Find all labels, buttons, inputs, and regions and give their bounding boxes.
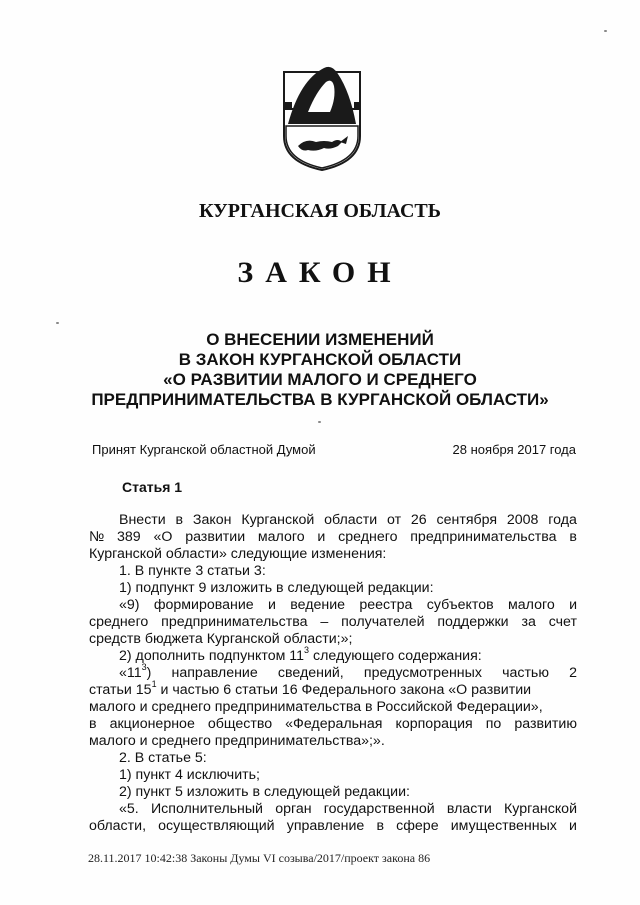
word: Курганской (241, 512, 315, 528)
word: 26 (410, 512, 427, 528)
subject-line: ПРЕДПРИНИМАТЕЛЬСТВА В КУРГАНСКОЙ ОБЛАСТИ» (91, 390, 549, 409)
word: года (548, 512, 577, 528)
word: предпринимательства (161, 614, 308, 630)
text-line (89, 818, 577, 835)
word: области, (89, 818, 147, 834)
word: и (317, 529, 326, 545)
word: по (485, 716, 502, 732)
text-fragment: статьи 15 (89, 682, 152, 698)
word: «5. (119, 801, 139, 817)
word: и (569, 818, 577, 834)
text-line: 1) подпункт 9 изложить в следующей редакции: (119, 580, 434, 596)
word: № (89, 529, 105, 545)
word: акционерное (109, 716, 195, 732)
word: сфере (396, 818, 439, 834)
kurgan-coat-of-arms-icon (280, 62, 362, 172)
text-fragment: 2) дополнить подпунктом 11 (119, 648, 305, 664)
scan-speck (318, 421, 321, 423)
word: малого (508, 597, 555, 613)
word: развитии (185, 529, 246, 545)
word: субъектов (426, 597, 494, 613)
word: от (387, 512, 402, 528)
word: реестра (359, 597, 413, 613)
superscript: 3 (304, 645, 310, 656)
document-type-title: ЗАКОН (237, 256, 403, 289)
text-line: 1. В пункте 3 статьи 3: (119, 563, 266, 579)
adoption-date: 28 ноября 2017 года (452, 442, 576, 457)
word: области (324, 512, 378, 528)
text-line: средств бюджета Курганской области;»; (89, 631, 353, 647)
document-footer: 28.11.2017 10:42:38 Законы Думы VI созыва/2017/проект закона 86 (88, 851, 431, 865)
text-line (89, 597, 577, 614)
word: счет (548, 614, 577, 630)
text-fragment: ) (146, 665, 152, 681)
subject-line: В ЗАКОН КУРГАНСКОЙ ОБЛАСТИ (178, 350, 462, 369)
text-line (89, 716, 577, 733)
superscript: 3 (141, 662, 147, 673)
text-line: 1) пункт 4 исключить; (119, 767, 260, 783)
article-body (89, 512, 577, 835)
text-fragment: направление (171, 665, 258, 681)
text-line (89, 614, 577, 631)
word: и (569, 597, 577, 613)
word: «9) (119, 597, 140, 613)
text-fragment: частью (502, 665, 549, 681)
text-line: малого и среднего предпринимательства»;». (89, 733, 385, 749)
scan-speck (56, 322, 59, 324)
text-fragment: и частью 6 статьи 16 Федерального закона «О развитии (156, 682, 532, 698)
word: получателей (341, 614, 425, 630)
text-fragment: следующего содержания: (309, 648, 482, 664)
text-fragment (119, 662, 152, 682)
text-line (89, 679, 577, 699)
word: среднего (89, 614, 149, 630)
article-heading: Статья 1 (122, 479, 183, 495)
word: – (320, 614, 329, 630)
word: в (175, 512, 184, 528)
text-fragment: «11 (119, 665, 142, 681)
word: «О (153, 529, 173, 545)
text-line (89, 662, 577, 682)
word: «Федеральная (285, 716, 383, 732)
word: управление (286, 818, 365, 834)
superscript: 1 (151, 679, 157, 690)
text-fragment: предусмотренных (363, 665, 482, 681)
subject-line: О ВНЕСЕНИИ ИЗМЕНЕНИЙ (206, 330, 434, 349)
word: в (376, 818, 384, 834)
word: Внести (119, 512, 166, 528)
word: малого (257, 529, 305, 545)
text-line (89, 529, 577, 546)
word: сентября (436, 512, 498, 528)
word: в (89, 716, 97, 732)
word: предпринимательства (410, 529, 557, 545)
text-line: малого и среднего предпринимательства в Российской Федерации», (89, 699, 543, 715)
scan-speck (604, 30, 607, 32)
word: Исполнительный (150, 801, 263, 817)
text-fragment: сведений, (277, 665, 344, 681)
subject-line: «О РАЗВИТИИ МАЛОГО И СРЕДНЕГО (163, 370, 477, 389)
word: орган (275, 801, 312, 817)
text-line: 2. В статье 5: (119, 750, 207, 766)
text-line (89, 512, 577, 529)
law-subject-heading (60, 330, 580, 410)
word: государственной (323, 801, 435, 817)
word: ведение (290, 597, 346, 613)
adopted-by-text: Принят Курганской областной Думой (92, 442, 316, 457)
word: корпорация (395, 716, 473, 732)
word: имущественных (450, 818, 557, 834)
word: 389 (117, 529, 141, 545)
word: осуществляющий (158, 818, 275, 834)
word: власти (446, 801, 492, 817)
text-line (89, 645, 577, 665)
adoption-line (92, 442, 576, 457)
word: в (569, 529, 577, 545)
word: за (521, 614, 536, 630)
word: формирование (153, 597, 254, 613)
word: развитию (514, 716, 577, 732)
word: и (268, 597, 276, 613)
word: Закон (192, 512, 232, 528)
word: 2008 (506, 512, 539, 528)
text-line: 2) пункт 5 изложить в следующей редакции: (119, 784, 410, 800)
word: Курганской (504, 801, 577, 817)
word: среднего (338, 529, 398, 545)
text-fragment: 2 (569, 665, 577, 681)
text-line: Курганской области» следующие изменения: (89, 546, 387, 562)
region-title: КУРГАНСКАЯ ОБЛАСТЬ (198, 200, 441, 222)
text-line (89, 801, 577, 818)
word: общество (207, 716, 273, 732)
word: поддержки (437, 614, 509, 630)
